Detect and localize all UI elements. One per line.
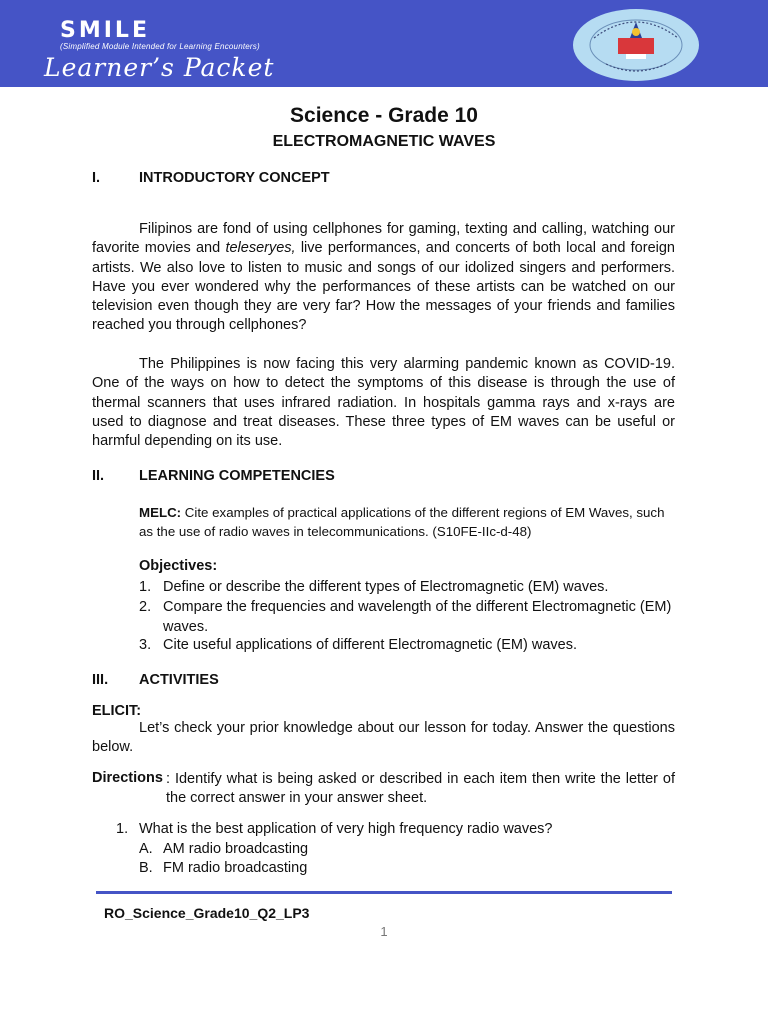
section-number: I. <box>92 170 101 186</box>
section-heading: ACTIVITIES <box>139 672 219 688</box>
brand-logo-text: SMILE <box>60 18 150 43</box>
footer-code: RO_Science_Grade10_Q2_LP3 <box>104 905 310 921</box>
learners-packet-label: Learner’s Packet <box>44 53 275 82</box>
choice-text: AM radio broadcasting <box>163 841 309 857</box>
elicit-label: ELICIT: <box>92 703 142 719</box>
objective-number: 3. <box>139 637 152 653</box>
elicit-text: Let’s check your prior knowledge about our lesson for today. Answer the questions below. <box>92 720 675 756</box>
deped-seal-logo <box>572 8 700 82</box>
question-number: 1. <box>116 821 129 837</box>
page-number: 1 <box>380 924 388 939</box>
intro-text-continued: live performances, and concerts of both local and foreign artists. We also love to listen to music and songs of our idolized singers and performers. Have you ever wondered why the performances of these artists can be watched on our television even though they are very far? How the messages of your friends and families reached you through cellphones? <box>92 240 675 334</box>
choice-text: FM radio broadcasting <box>163 860 308 876</box>
melc-label: MELC: <box>139 505 182 520</box>
intro-emphasis: teleseryes, <box>225 240 296 257</box>
intro-paragraph-1 <box>92 220 675 336</box>
directions-text: : Identify what is being asked or described in each item then write the letter of the correct answer in your answer sheet. <box>166 771 675 806</box>
objective-text: Compare the frequencies and wavelength of the different Electromagnetic (EM) waves. <box>163 599 672 635</box>
choice-letter: B. <box>139 860 153 876</box>
intro-paragraph-2 <box>92 355 675 451</box>
document-subtitle: ELECTROMAGNETIC WAVES <box>272 133 496 150</box>
objective-number: 1. <box>139 579 152 595</box>
brand-subtitle: (Simplified Module Intended for Learning Encounters) <box>60 42 260 51</box>
section-number: III. <box>92 672 109 688</box>
elicit-paragraph <box>92 719 675 758</box>
objective-item-2 <box>139 598 679 637</box>
objective-text: Define or describe the different types of Electromagnetic (EM) waves. <box>163 579 609 595</box>
choice-letter: A. <box>139 841 153 857</box>
section-number: II. <box>92 468 105 484</box>
objective-text: Cite useful applications of different Electromagnetic (EM) waves. <box>163 637 577 653</box>
objective-item-1 <box>139 578 679 598</box>
document-title: Science - Grade 10 <box>290 104 478 127</box>
melc-text: Cite examples of practical applications of the different regions of EM Waves, such as the use of radio waves in telecommunications. (S10FE-IIc-d-48) <box>139 505 665 539</box>
footer-divider <box>96 891 672 894</box>
melc-statement <box>139 503 675 541</box>
section-heading: LEARNING COMPETENCIES <box>139 468 335 484</box>
directions-label: Directions <box>92 770 163 786</box>
objective-number: 2. <box>139 599 152 615</box>
section-heading: INTRODUCTORY CONCEPT <box>139 170 330 186</box>
objectives-heading: Objectives: <box>139 558 218 574</box>
intro-text-2: The Philippines is now facing this very alarming pandemic known as COVID-19. One of the ways on how to detect the symptoms of this disease is through the use of thermal scanners that uses infrared radiation. In hospitals gamma rays and x-rays are used to diagnose and treat diseases. These three types of EM waves can be useful or harmful depending on its use. <box>92 356 675 450</box>
question-text: What is the best application of very high frequency radio waves? <box>139 821 553 837</box>
objective-item-3 <box>139 636 679 656</box>
intro-text: Filipinos are fond of using cellphones for gaming, texting and calling, watching our favorite movies and <box>92 221 675 257</box>
